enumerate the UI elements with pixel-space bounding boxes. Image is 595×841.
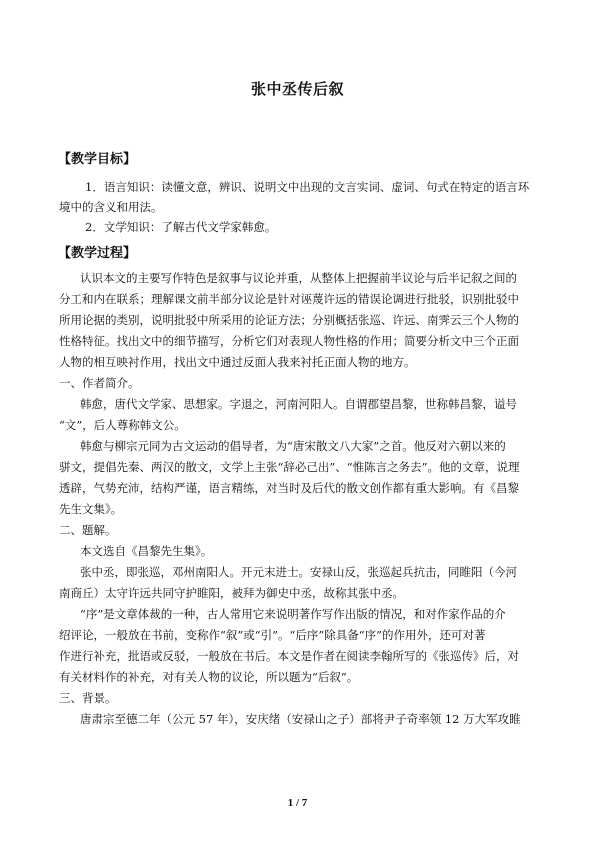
author-paragraph-line: 骈文，提倡先秦、两汉的散文，文学上主张“辞必己出”、“惟陈言之务去”。他的文章，说理 [59, 460, 520, 474]
author-paragraph-line: “文”，后人尊称韩文公。 [59, 418, 186, 432]
document-title: 张中丞传后叙 [250, 80, 344, 98]
subheading-author: 一、作者简介。 [59, 376, 140, 390]
author-paragraph-line: 透辟，气势充沛，结构严谨，语言精练，对当时及后代的散文创作都有重大影响。有《昌黎 [59, 481, 519, 495]
process-paragraph-line: 认识本文的主要写作特色是叙事与议论并重，从整体上把握前半议论与后半记叙之间的 [80, 271, 517, 285]
author-paragraph-line: 韩愈，唐代文学家、思想家。字退之，河南河阳人。自谓郡望昌黎，世称韩昌黎，谥号 [80, 397, 517, 411]
explanation-paragraph-line: 作进行补充，批语或反驳，一般放在书后。本文是作者在阅读李翰所写的《张巡传》后，对 [59, 649, 519, 663]
page-number: 1 / 7 [287, 797, 308, 809]
goal-line-2: 2．文学知识：了解古代文学家韩愈。 [85, 220, 277, 234]
author-paragraph-line: 韩愈与柳宗元同为古文运动的倡导者，为“唐宋散文八大家”之首。他反对六朝以来的 [80, 439, 506, 453]
author-paragraph-line: 先生文集》。 [59, 502, 123, 516]
goal-line-1-cont: 境中的含义和用法。 [59, 200, 163, 214]
section-heading-process: 【教学过程】 [58, 246, 137, 261]
background-paragraph-line: 唐肃宗至德二年（公元 57 年），安庆绪（安禄山之子）部将尹子奇率领 12 万大军攻睢 [80, 712, 521, 726]
explanation-paragraph-line: 张中丞，即张巡，邓州南阳人。开元末进士。安禄山反，张巡起兵抗击，同睢阳（今河 [80, 565, 517, 579]
subheading-background: 三、背景。 [59, 691, 117, 705]
process-paragraph-line: 性格特征。找出文中的细节描写，分析它们对表现人物性格的作用；简要分析文中三个正面 [59, 334, 519, 348]
section-heading-goals: 【教学目标】 [58, 152, 137, 167]
subheading-title-explanation: 二、题解。 [59, 523, 117, 537]
explanation-paragraph-line: 绍评论，一般放在书前，变称作“叙”或“引”。“后序”除具备“序”的作用外，还可对著 [59, 628, 486, 642]
explanation-paragraph-line: 有关材料作的补充，对有关人物的议论，所以题为“后叙”。 [59, 670, 359, 684]
explanation-paragraph-line: 南商丘）太守许远共同守护睢阳，被拜为御史中丞，故称其张中丞。 [59, 586, 404, 600]
goal-line-1: 1．语言知识：读懂文意，辨识、说明文中出现的文言实词、虚词、句式在特定的语言环 [85, 180, 530, 194]
explanation-paragraph-line: 本文选自《昌黎先生集》。 [80, 544, 213, 558]
process-paragraph-line: 分工和内在联系；理解课文前半部分议论是针对诬蔑许远的错误论调进行批驳，识别批驳中 [59, 292, 519, 306]
explanation-paragraph-line: “序”是文章体裁的一种，古人常用它来说明著作写作出版的情况，和对作家作品的介 [80, 607, 506, 621]
process-paragraph-line: 所用论据的类别，说明批驳中所采用的论证方法；分别概括张巡、许远、南霁云三个人物的 [59, 313, 519, 327]
process-paragraph-line: 人物的相互映衬作用，找出文中通过反面人我来衬托正面人物的地方。 [59, 355, 416, 369]
